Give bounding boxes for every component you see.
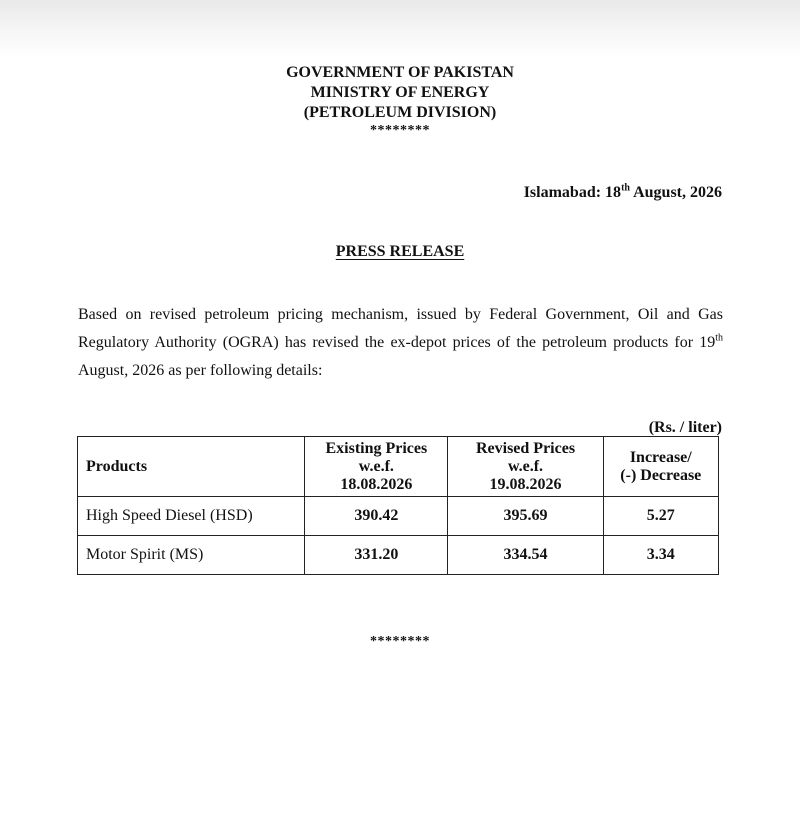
header-ministry: MINISTRY OF ENERGY xyxy=(310,84,490,101)
header-change-line1: Increase/ xyxy=(629,448,692,466)
dateline-prefix: Islamabad: 18 xyxy=(523,184,622,201)
table-row xyxy=(78,536,719,575)
header-existing-line2: w.e.f. xyxy=(358,457,394,475)
row-revised-price: 395.69 xyxy=(448,497,603,536)
header-change xyxy=(603,437,718,497)
top-shadow xyxy=(0,0,800,58)
header-change-line2: (-) Decrease xyxy=(620,466,702,484)
header-revised-line2: w.e.f. xyxy=(507,457,544,475)
header-stars: ******** xyxy=(370,123,430,138)
body-part1: Based on revised petroleum pricing mechanism, issued by Federal Government, Oil and Gas Regulatory Authority (OGRA) has revised the ex-depot prices of the petroleum products for 19 xyxy=(78,306,723,351)
header-existing-line1: Existing Prices xyxy=(325,439,428,457)
header-existing xyxy=(305,437,448,497)
header-revised xyxy=(448,437,603,497)
row-change: 5.27 xyxy=(603,497,718,536)
footer-stars: ******** xyxy=(370,634,430,649)
header-government: GOVERNMENT OF PAKISTAN xyxy=(286,64,514,81)
header-division: (PETROLEUM DIVISION) xyxy=(303,104,497,121)
table-header-row xyxy=(78,437,719,497)
dateline-suffix: August, 2026 xyxy=(629,184,722,201)
header-revised-line1: Revised Prices xyxy=(475,439,576,457)
press-release-title xyxy=(0,243,800,261)
row-change: 3.34 xyxy=(603,536,718,575)
body-paragraph xyxy=(78,301,723,385)
table-row xyxy=(78,497,719,536)
body-sup: th xyxy=(715,332,723,344)
row-existing-price: 390.42 xyxy=(305,497,448,536)
dateline-sup: th xyxy=(621,182,630,194)
dateline xyxy=(524,184,722,202)
body-part2: August, 2026 as per following details: xyxy=(78,362,323,379)
row-product: High Speed Diesel (HSD) xyxy=(78,497,305,536)
unit-label: (Rs. / liter) xyxy=(648,419,722,436)
row-revised-price: 334.54 xyxy=(448,536,603,575)
title-text: PRESS RELEASE xyxy=(335,243,465,260)
row-existing-price: 331.20 xyxy=(305,536,448,575)
header-products: Products xyxy=(78,437,305,497)
price-table xyxy=(77,436,719,575)
header-existing-line3: 18.08.2026 xyxy=(340,475,413,493)
row-product: Motor Spirit (MS) xyxy=(78,536,305,575)
header-revised-line3: 19.08.2026 xyxy=(489,475,562,493)
letterhead xyxy=(0,63,800,139)
